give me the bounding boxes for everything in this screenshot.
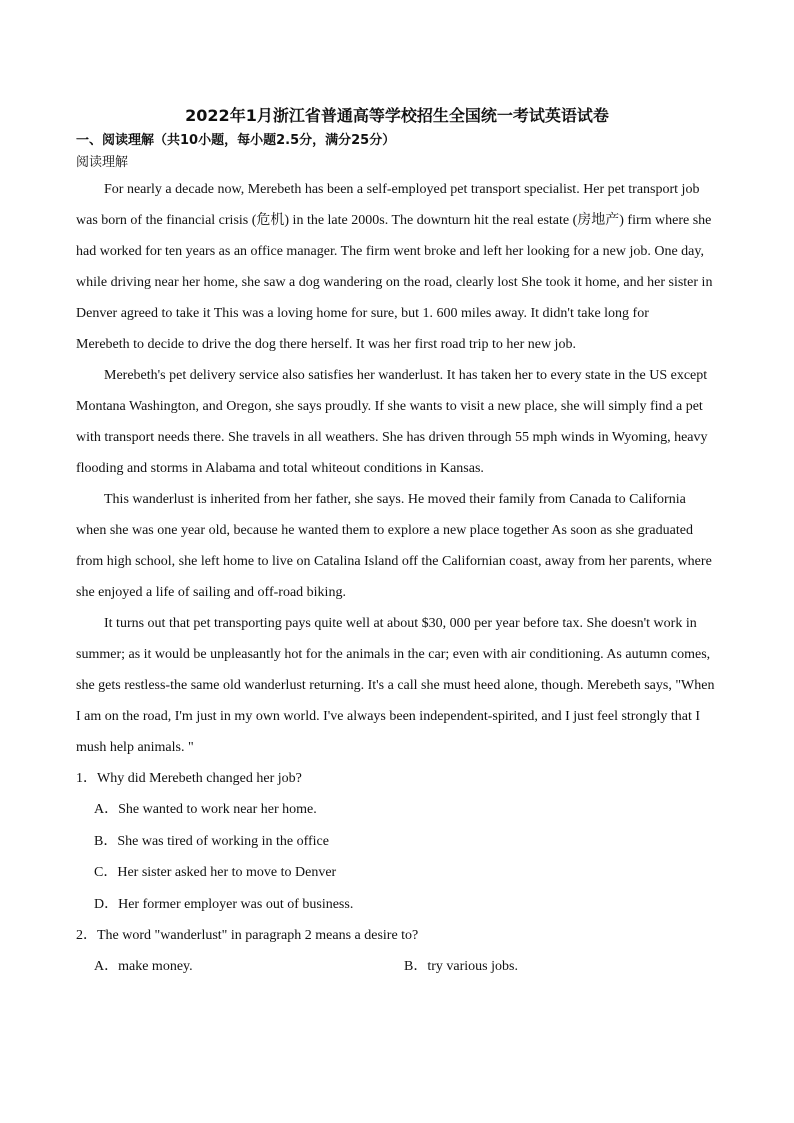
question-stem: 2．The word "wanderlust" in paragraph 2 means a desire to? <box>76 928 419 943</box>
passage-paragraph-2: Merebeth's pet delivery service also satisfies her wanderlust. It has taken her to every state in the US except Montana Washington, and Oregon, she says proudly. If she wants to visit a new place, she will simply find a pet with transport needs there. She travels in all weathers. She has driven through 55 mph winds in Wyoming, heavy flooding and storms in Alabama and total whiteout conditions in Kansas. <box>76 368 708 476</box>
passage-paragraph-3: This wanderlust is inherited from her father, she says. He moved their family from Canada to California when she was one year old, because he wanted them to explore a new place together As soon as she graduated from high school, she left home to live on Catalina Island off the Californian coast, away from her parents, where she enjoyed a life of sailing and off-road biking. <box>76 492 712 600</box>
passage-paragraph-1-continued: Merebeth to decide to drive the dog there herself. It was her first road trip to her new job. <box>76 337 576 352</box>
question-1-option-d: D．Her former employer was out of business. <box>94 896 354 912</box>
exam-page <box>76 100 718 982</box>
question-stem: 1．Why did Merebeth changed her job? <box>76 771 302 786</box>
question-1-option-b: B．She was tired of working in the office <box>94 833 329 849</box>
passage-paragraph-1: For nearly a decade now, Merebeth has been a self-employed pet transport specialist. Her pet transport job was born of the financial crisis (危机) in the late 2000s. The downturn hit the real estate (房地产) firm where she had worked for ten years as an office manager. The firm went broke and left her looking for a new job. One day, while driving near her home, she saw a dog wandering on the road, clearly lost She took it home, and her sister in Denver agreed to take it This was a loving home for sure, but 1. 600 miles away. It didn't take long for <box>76 182 713 321</box>
section-subheading: 阅读理解 <box>76 155 129 170</box>
question-2 <box>76 920 718 982</box>
question-2-options-row <box>76 951 718 982</box>
question-1-option-a: A．She wanted to work near her home. <box>94 802 317 817</box>
question-1-option-c: C．Her sister asked her to move to Denver <box>94 865 337 880</box>
passage-paragraph-4: It turns out that pet transporting pays quite well at about $30, 000 per year before tax. She doesn't work in summer; as it would be unpleasantly hot for the animals in the car; even with air conditioning. As autumn comes, she gets restless-the same old wanderlust returning. It's a call she must heed alone, though. Merebeth says, "When I am on the road, I'm just in my own world. I've always been independent-spirited, and I just feel strongly that I mush help animals. " <box>76 616 715 755</box>
reading-passage <box>76 174 718 763</box>
page-title: 2022年1月浙江省普通高等学校招生全国统一考试英语试卷 <box>185 106 609 125</box>
question-2-option-b: B．try various jobs. <box>404 959 518 974</box>
question-1 <box>76 763 718 920</box>
question-2-option-a: A．make money. <box>94 959 193 974</box>
section-heading: 一、阅读理解（共10小题，每小题2.5分，满分25分） <box>76 133 396 148</box>
